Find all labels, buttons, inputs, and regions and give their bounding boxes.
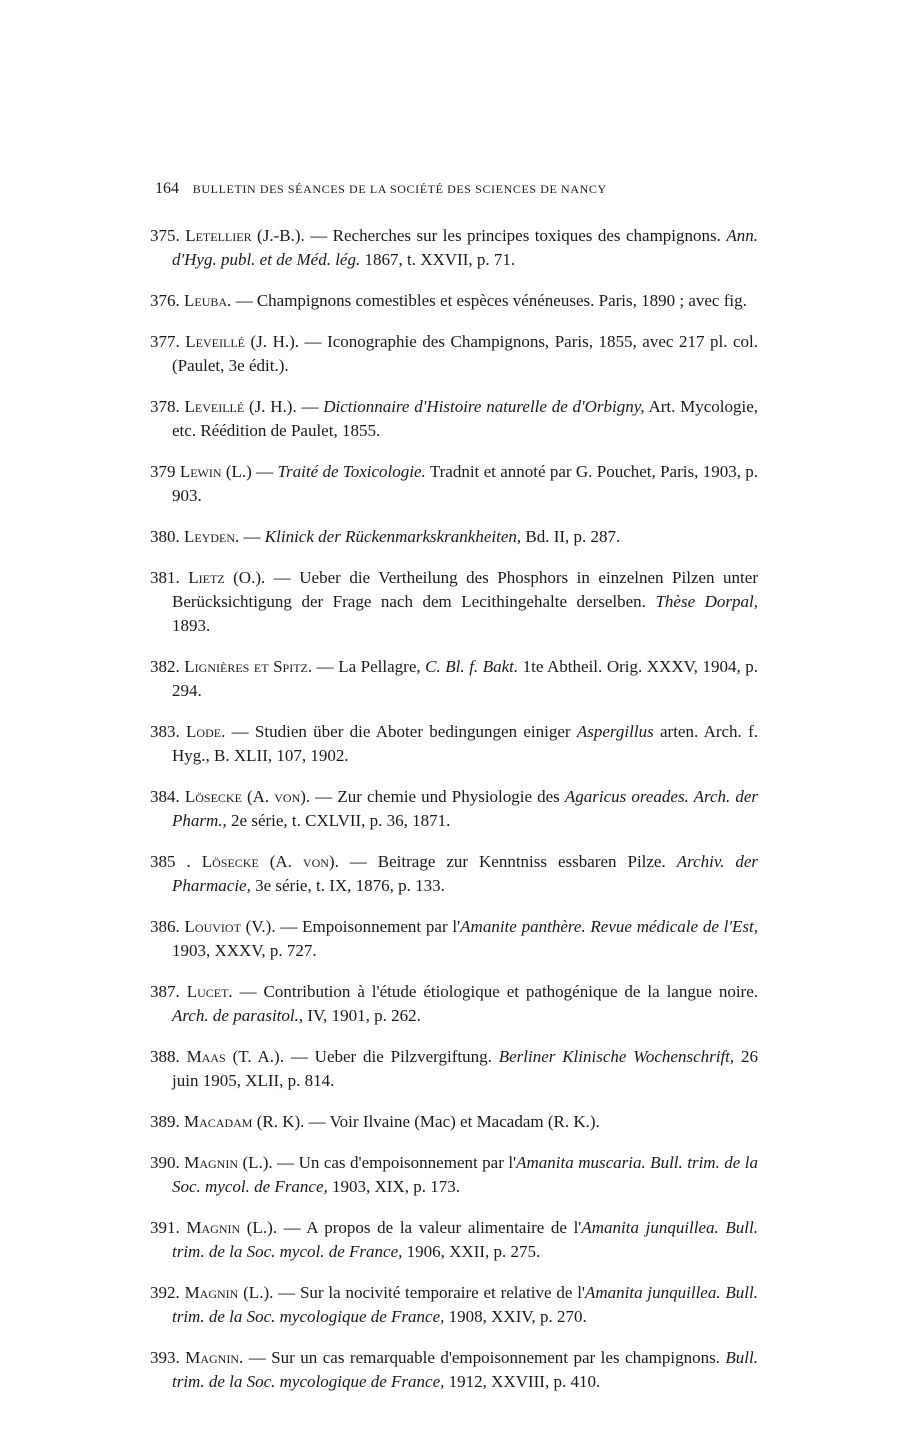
entry-author: Magnin (L.). [184,1283,274,1302]
entry-details: 1908, XXIV, p. 270. [444,1307,587,1326]
entry-number: 390. [150,1153,180,1172]
entry-text: — Contribution à l'étude étiologique et pathogénique de la langue noire. [232,982,759,1001]
entry-text: — Zur chemie und Physiologie des [310,787,565,806]
entry-text: — Iconographie des Champignons, Paris, 1855, avec 217 pl. col. (Paulet, 3e édit.). [172,332,758,375]
entry-details: 1903, XIX, p. 173. [327,1177,460,1196]
bibliography-entry [150,566,758,638]
entry-text: — [296,397,324,416]
entry-details: arten. Arch. f. Hyg., B. XLII, 107, 1902. [172,722,759,765]
entry-details: Tradnit et annoté par G. Pouchet, Paris, 1903, p. 903. [172,462,759,505]
entry-author: Magnin. [185,1348,244,1367]
entry-number: 382. [150,657,180,676]
entry-details: 1te Abtheil. Orig. XXXV, 1904, p. 294. [172,657,759,700]
bibliography-entry [150,980,758,1028]
bibliography-entry [150,720,758,768]
entry-author: Lewin (L.) [179,462,252,481]
entry-source: Bull. trim. de la Soc. mycologique de France, [172,1348,758,1391]
bibliography-entry [150,785,758,833]
entry-source: C. Bl. f. Bakt. [425,657,519,676]
running-title: BULLETIN DES SÉANCES DE LA SOCIÉTÉ DES SCIENCES DE NANCY [192,182,607,196]
entry-details: Art. Mycologie, etc. Réédition de Paulet, 1855. [172,397,759,440]
bibliography-entry [150,525,758,549]
entry-author: Maas (T. A.). [186,1047,284,1066]
entry-text: — Studien über die Aboter bedingungen einiger [225,722,577,741]
entry-details: 1912, XXVIII, p. 410. [444,1372,601,1391]
entry-number: 378. [150,397,180,416]
entry-details: 3e série, t. IX, 1876, p. 133. [250,876,445,895]
entry-source: Berliner Klinische Wochenschrift, [498,1047,735,1066]
entry-number: 377. [150,332,180,351]
entry-number: 381. [150,568,180,587]
entry-source: Arch. de parasitol., [172,1006,304,1025]
bibliography-entry [150,395,758,443]
entry-author: Louviot (V.). [184,917,276,936]
bibliography-entry [150,289,758,313]
entry-source: Amanita muscaria. Bull. trim. de la Soc. mycol. de France, [172,1153,759,1196]
entry-text: — A propos de la valeur alimentaire de l' [276,1218,582,1237]
entry-number: 385 . [150,852,191,871]
entry-author: Letellier (J.-B.). [185,226,305,245]
entry-number: 380. [150,527,180,546]
entry-text: — Ueber die Vertheilung des Phosphors in einzelnen Pilzen unter Berücksichtigung der Frage nach dem Lecithingehalte derselben. [172,568,758,611]
entry-text: — Beitrage zur Kenntniss essbaren Pilze. [338,852,677,871]
entry-text: — Empoisonnement par l' [275,917,461,936]
bibliography-entry [150,330,758,378]
entry-author: Leuba. [184,291,232,310]
entry-number: 388. [150,1047,180,1066]
bibliography-list [150,207,758,1404]
entry-details: 1893. [172,616,211,635]
entry-author: Leveillé (J. H.). [185,332,300,351]
entry-author: Lode. [186,722,226,741]
entry-source: Traité de Toxicologie. [277,462,426,481]
entry-author: Lucet. [186,982,233,1001]
entry-number: 387. [150,982,180,1001]
bibliography-entry [150,655,758,703]
entry-text: — Voir Ilvaine (Mac) et Macadam (R. K.). [304,1112,600,1131]
entry-source: Amanita junquillea. Bull. trim. de la Soc. mycol. de France, [172,1218,758,1261]
entry-number: 383. [150,722,180,741]
entry-text: — [251,462,278,481]
page-number: 164 [155,180,179,197]
entry-details: 1906, XXII, p. 275. [402,1242,541,1261]
entry-details: Bd. II, p. 287. [521,527,621,546]
entry-text: — Sur un cas remarquable d'empoisonnement par les champignons. [243,1348,726,1367]
entry-author: Leveillé (J. H.). [184,397,297,416]
entry-text: — [239,527,265,546]
entry-source: Amanite panthère. Revue médicale de l'Est, [460,917,758,936]
entry-author: Lignières et Spitz. [184,657,313,676]
entry-text: — Sur la nocivité temporaire et relative de l' [273,1283,585,1302]
bibliography-entry [150,1346,758,1394]
bibliography-entry [150,915,758,963]
entry-details: 2e série, t. CXLVII, p. 36, 1871. [226,811,451,830]
entry-source: Dictionnaire d'Histoire naturelle de d'Orbigny, [323,397,645,416]
entry-number: 386. [150,917,180,936]
bibliography-entry [150,1151,758,1199]
entry-text: — Ueber die Pilzvergiftung. [283,1047,499,1066]
entry-source: Ann. d'Hyg. publ. et de Méd. lég. [172,226,758,269]
bibliography-entry [150,1045,758,1093]
entry-source: Aspergillus [576,722,654,741]
entry-source: Klinick der Rückenmarkskrankheiten, [264,527,522,546]
entry-source: Archiv. der Pharmacie, [172,852,759,895]
entry-number: 393. [150,1348,180,1367]
entry-details: IV, 1901, p. 262. [303,1006,421,1025]
entry-details: 1903, XXXV, p. 727. [172,941,317,960]
entry-text: — Un cas d'empoisonnement par l' [272,1153,517,1172]
bibliography-entry [150,224,758,272]
entry-details: 1867, t. XXVII, p. 71. [360,250,516,269]
entry-number: 389. [150,1112,180,1131]
bibliography-entry [150,460,758,508]
entry-text: — Champignons comestibles et espèces vénéneuses. Paris, 1890 ; avec fig. [231,291,747,310]
entry-number: 379 [150,462,176,481]
entry-author: Magnin (L.). [186,1218,277,1237]
entry-source: Thèse Dorpal, [655,592,758,611]
entry-author: Magnin (L.). [184,1153,273,1172]
entry-author: Lösecke (A. von). [184,787,311,806]
entry-text: — Recherches sur les principes toxiques des champignons. [304,226,727,245]
entry-number: 391. [150,1218,180,1237]
bibliography-entry [150,1281,758,1329]
bibliography-entry [150,1216,758,1264]
entry-author: Lösecke (A. von). [201,852,339,871]
bibliography-entry [150,1110,758,1134]
running-header [155,180,755,198]
entry-text: — La Pellagre, [312,657,426,676]
entry-author: Macadam (R. K). [184,1112,305,1131]
entry-source: Agaricus oreades. Arch. der Pharm., [172,787,759,830]
entry-number: 384. [150,787,180,806]
entry-source: Amanita junquillea. Bull. trim. de la Soc. mycologique de France, [172,1283,758,1326]
entry-number: 392. [150,1283,180,1302]
entry-details: 26 juin 1905, XLII, p. 814. [172,1047,759,1090]
entry-number: 375. [150,226,180,245]
bibliography-entry [150,850,758,898]
entry-number: 376. [150,291,180,310]
entry-author: Lietz (O.). [188,568,266,587]
entry-author: Leyden. [184,527,240,546]
